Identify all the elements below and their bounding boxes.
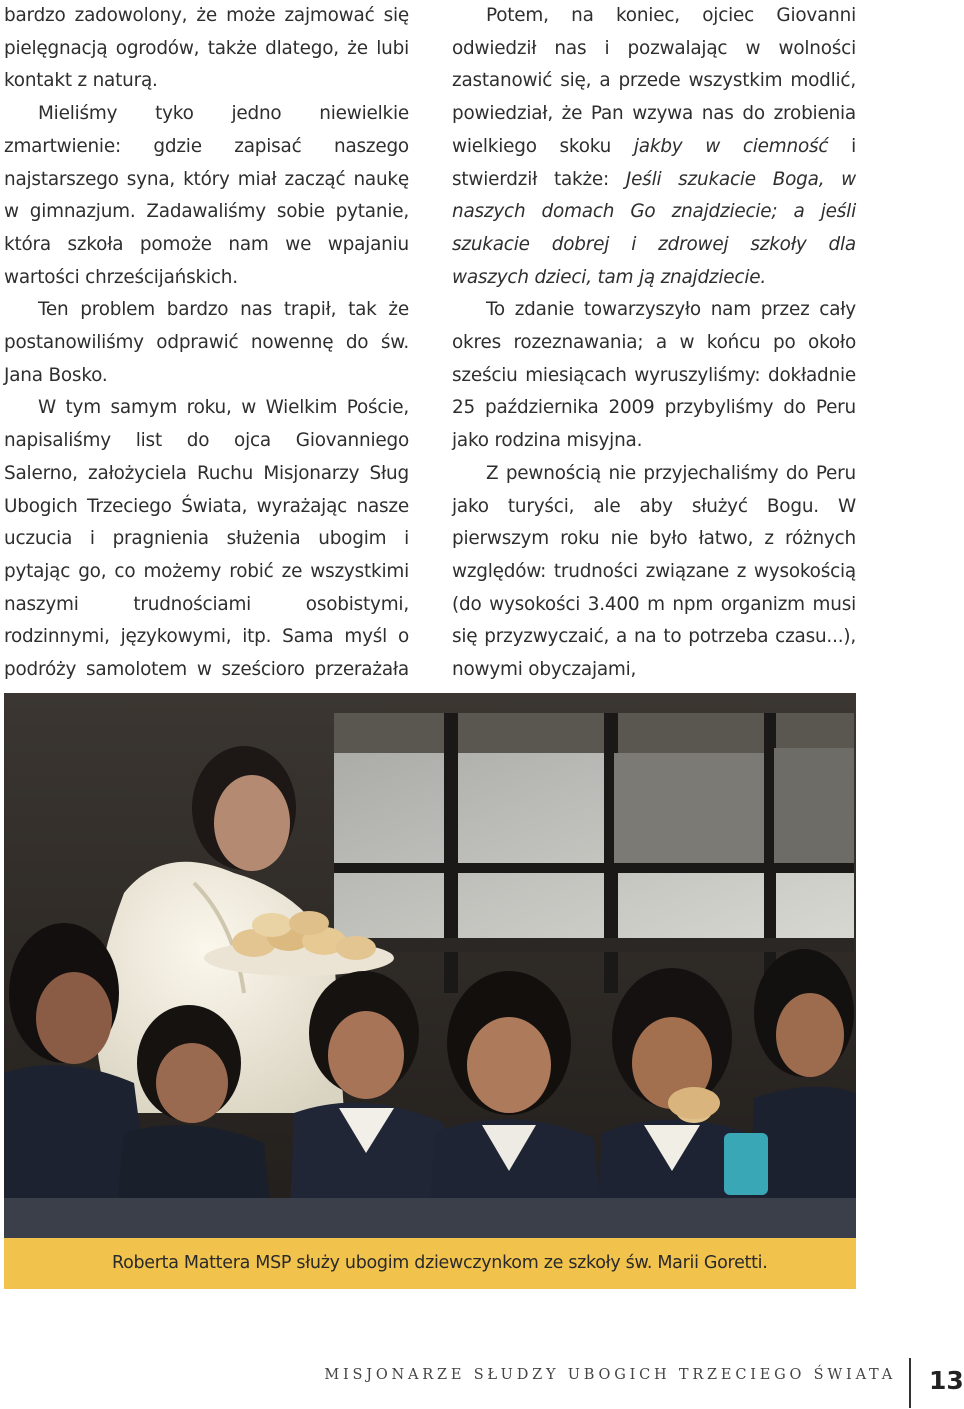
paragraph: Ten problem bardzo nas trapił, tak że postanowiliśmy odprawić nowennę do św. Jana Bosko. [4,299,409,386]
paragraph: bardzo zadowolony, że może zajmować się pielęgnacją ogrodów, także dlatego, że lubi kontakt z naturą. [4,5,409,92]
right-text-column [452,0,856,687]
footer-divider [909,1358,911,1408]
left-text-column [4,0,409,719]
page-number: 13 [929,1366,964,1395]
paragraph [452,0,856,294]
photo-caption: Roberta Mattera MSP służy ubogim dziewczynkom ze szkoły św. Marii Goretti. [4,1238,856,1289]
paragraph: To zdanie towarzyszyło nam przez cały okres rozeznawania; a w końcu po około sześciu miesiącach wyruszyliśmy: dokładnie 25 października 2009 przybyliśmy do Peru jako rodzina misyjna. [452,299,856,452]
running-footer-title: MISJONARZE SŁUDZY UBOGICH TRZECIEGO ŚWIATA [324,1367,896,1383]
paragraph: Mieliśmy tyko jedno niewielkie zmartwienie: gdzie zapisać naszego najstarszego syna, który miał zacząć naukę w gimnazjum. Zadawaliśmy sobie pytanie, która szkoła pomoże nam we wpajaniu wartości chrześcijańskich. [4,103,409,288]
paragraph: W tym samym roku, w Wielkim Poście, napisaliśmy list do ojca Giovanniego Salerno, założyciela Ruchu Misjonarzy Sług Ubogich Trzeciego Świata, wyrażając nasze uczucia i pragnienia służenia ubogim i pytając go, co możemy robić ze wszystkimi naszymi trudnościami osobistymi, rodzinnymi, językowymi, itp. Sama myśl o podróży samolotem w sześcioro przerażała [4,397,409,681]
italic-quote: Jeśli szukacie Boga, w naszych domach Go znajdziecie; a jeśli szukacie dobrej i zdrowej szkoły dla waszych dzieci, tam ją znajdziecie. [452,168,856,288]
paragraph: Z pewnością nie przyjechaliśmy do Peru jako turyści, ale aby służyć Bogu. W pierwszym roku nie było łatwo, z różnych względów: trudności związane z wysokością (do wysokości 3.400 m npm organizm musi się przyzwyczaić, a na to potrzeba czasu...), nowymi obyczajami, [452,462,856,681]
text-run: i stwierdził także: [452,135,856,190]
text-run: Potem, na koniec, ojciec Giovanni odwiedził nas i pozwalając w wolności zastanowić się, a przede wszystkim modlić, powiedział, że Pan wzywa nas do zrobienia wielkiego skoku [452,5,856,157]
italic-phrase: jakby w ciemność [633,135,829,157]
photo-missionary-serving-girls [4,693,856,1238]
